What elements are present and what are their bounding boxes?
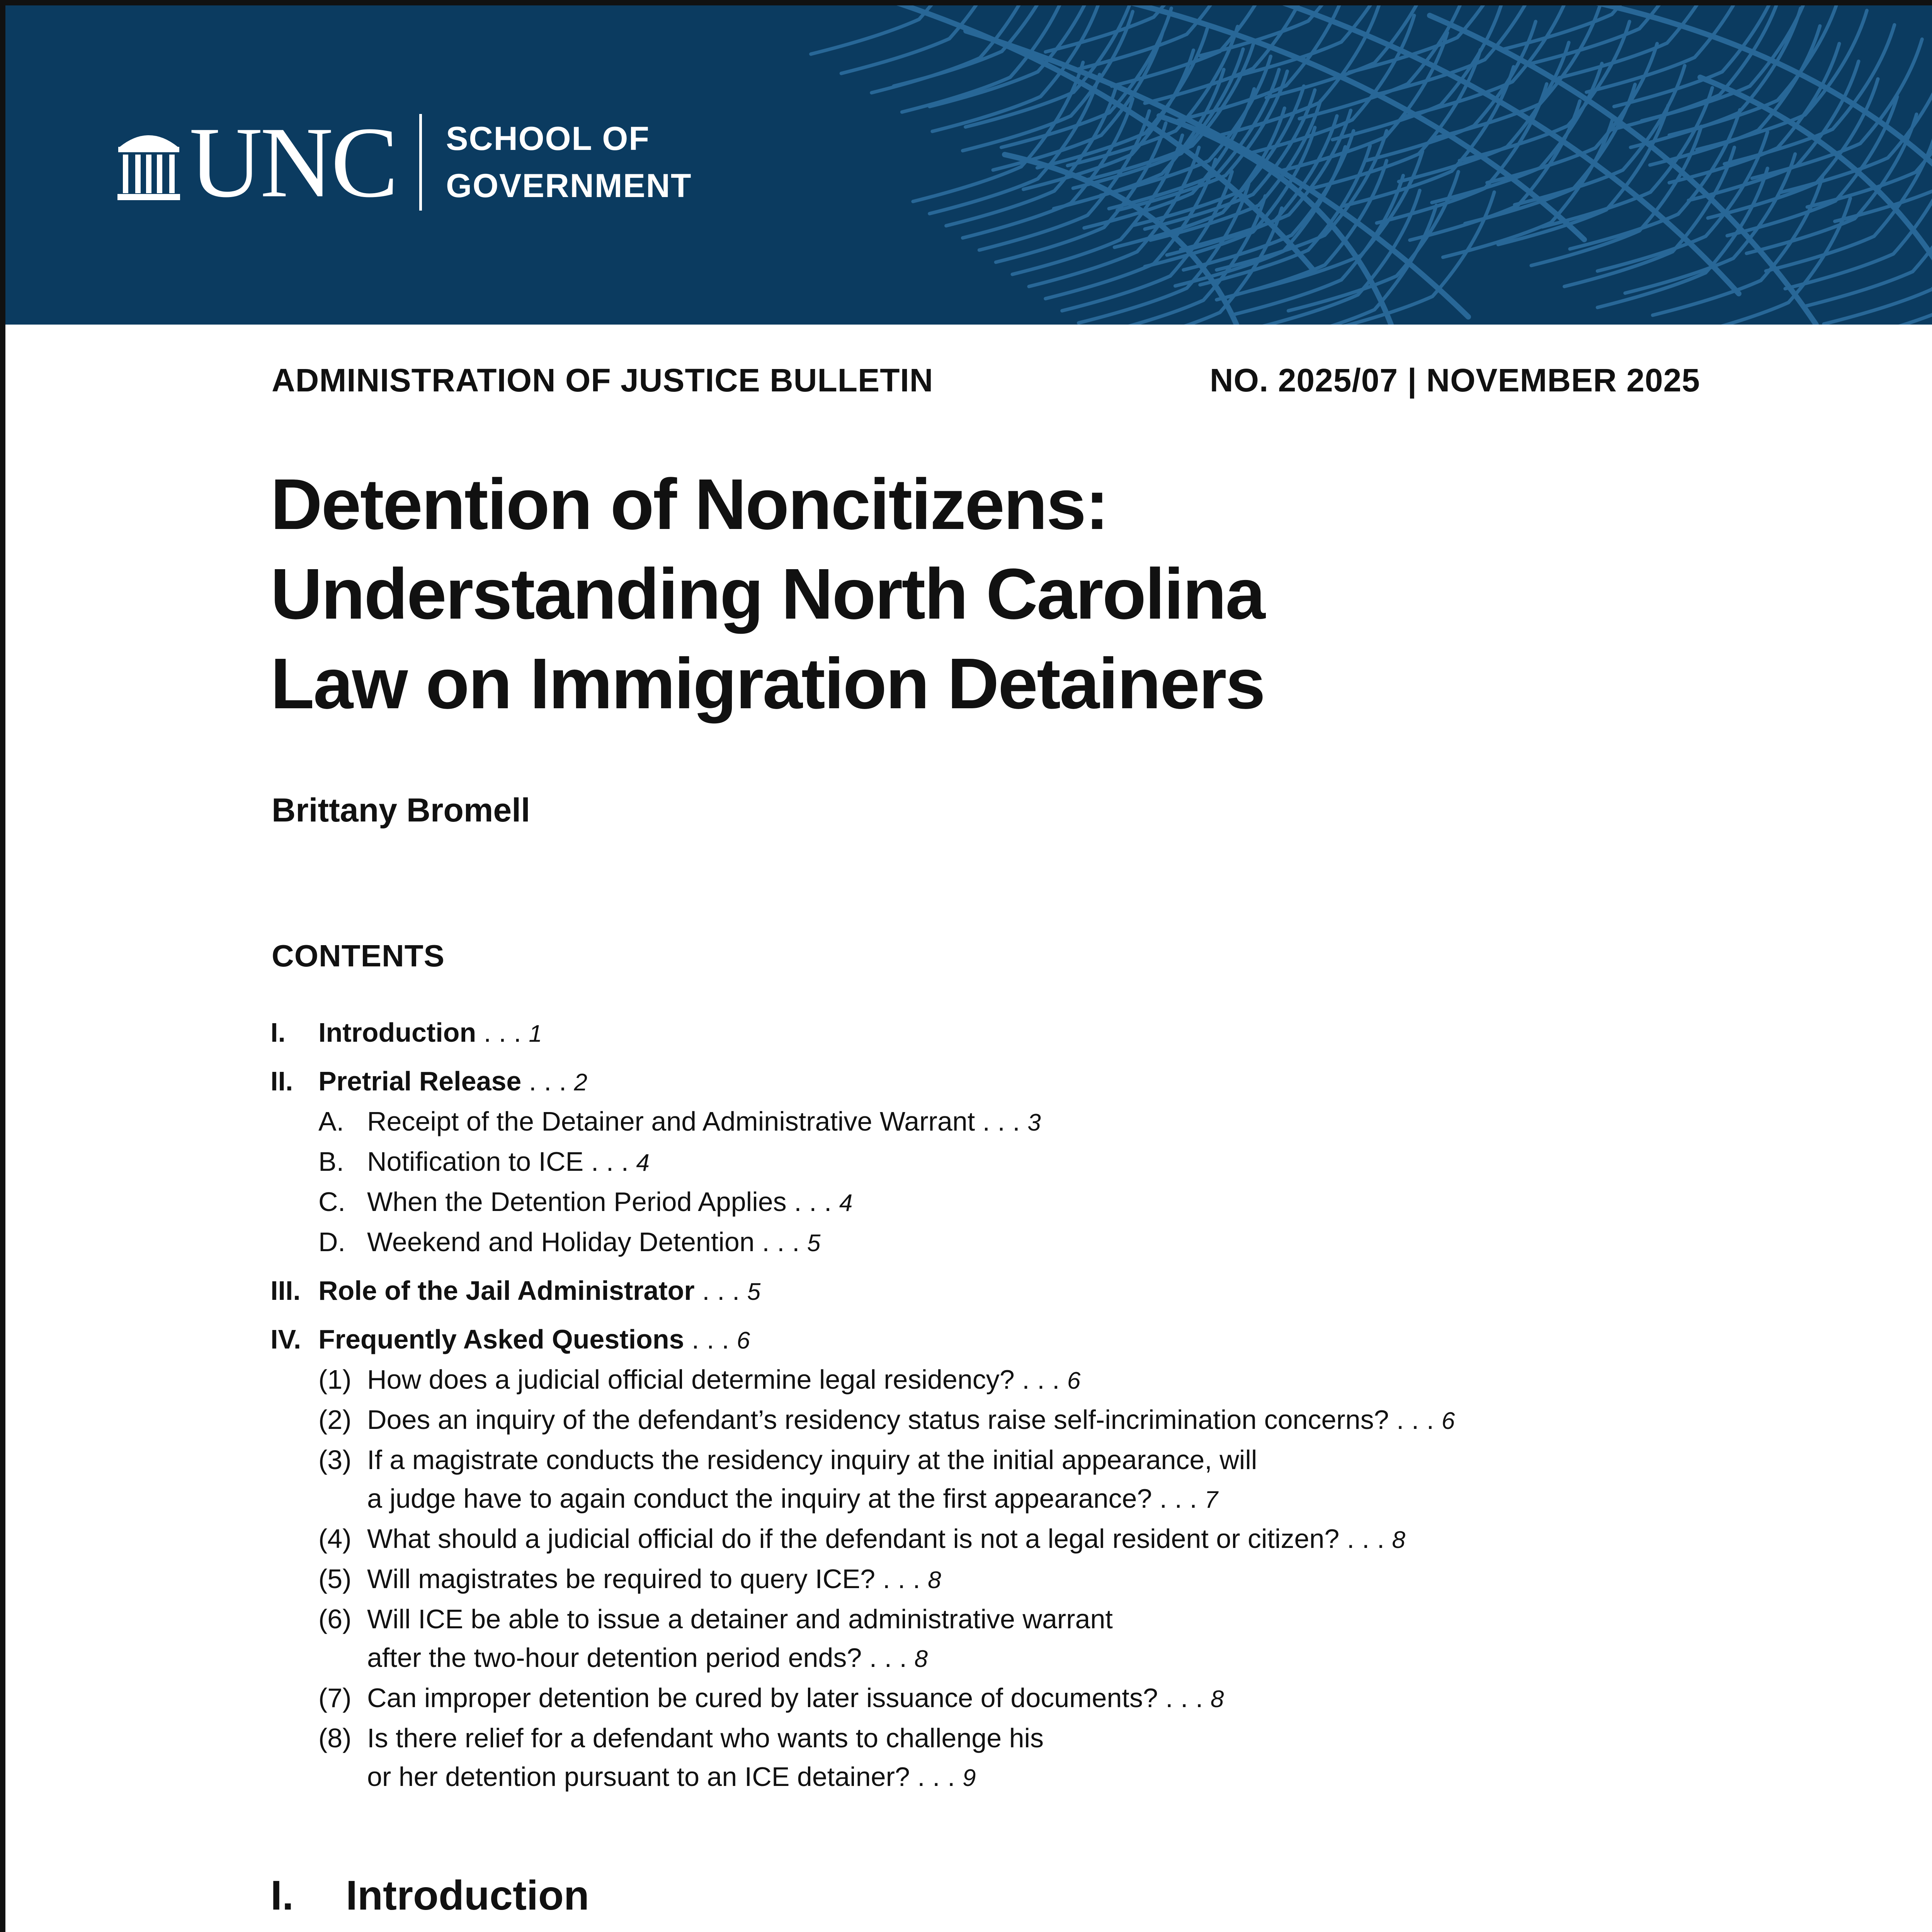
title-line: Understanding North Carolina (270, 554, 1264, 634)
toc-subentry[interactable] (270, 1182, 1739, 1223)
frond-leaf (979, 215, 1087, 250)
frond-leaf (1046, 264, 1154, 299)
toc-subentry-text: When the Detention Period Applies (367, 1187, 787, 1217)
toc-page-number: 8 (928, 1567, 941, 1594)
toc-section (270, 1062, 1739, 1263)
frond-leaf (963, 203, 1071, 238)
toc-page-number: 8 (914, 1646, 928, 1672)
toc-leader-dots: . . . (754, 1227, 807, 1257)
frond-leaf (1680, 303, 1789, 325)
toc-subentry-text: Will ICE be able to issue a detainer and administrative warrant (367, 1604, 1113, 1634)
logo-school-line-1: SCHOOL OF (446, 120, 650, 157)
document-title (270, 460, 1264, 729)
toc-subentry[interactable] (270, 1679, 1739, 1719)
toc-leader-dots: . . . (862, 1643, 915, 1673)
toc-subentry-marker: (3) (318, 1445, 352, 1475)
toc-title: Pretrial Release (318, 1066, 522, 1096)
frond-leaf (1012, 240, 1121, 274)
frond-leaf (1078, 288, 1187, 323)
toc-section (270, 1271, 1739, 1311)
toc-subentry-text: Does an inquiry of the defendant’s residency status raise self-incrimination concerns? (367, 1405, 1389, 1435)
section-numeral: I. (270, 1872, 294, 1918)
toc-page-number: 9 (962, 1765, 976, 1791)
toc-subentry-marker: (6) (318, 1604, 352, 1634)
bulletin-series: ADMINISTRATION OF JUSTICE BULLETIN (272, 362, 934, 398)
toc-subentry-text: Is there relief for a defendant who wants to challenge his (367, 1723, 1044, 1753)
frond-leaf (841, 39, 949, 73)
table-of-contents (270, 1005, 1739, 1798)
toc-entry[interactable] (270, 1013, 1739, 1053)
toc-subentry-marker: (5) (318, 1564, 352, 1594)
introduction-paragraph (279, 1930, 1709, 1932)
toc-leader-dots: . . . (1014, 1364, 1067, 1395)
toc-subentry-marker: (7) (318, 1683, 352, 1713)
toc-subentry-text: Notification to ICE (367, 1146, 584, 1177)
toc-subentry-continuation[interactable] (270, 1479, 1739, 1519)
toc-title: Introduction (318, 1017, 476, 1048)
toc-subentry-continuation[interactable] (270, 1638, 1739, 1679)
frond-leaf (1001, 112, 1109, 147)
frond-leaf (946, 191, 1054, 226)
frond-leaf (1250, 295, 1358, 325)
toc-leader-dots: . . . (1152, 1483, 1205, 1514)
toc-numeral: I. (270, 1017, 286, 1048)
toc-subentry[interactable] (270, 1142, 1739, 1182)
toc-section (270, 1013, 1739, 1053)
toc-subentry-marker: (4) (318, 1524, 352, 1554)
toc-subentry[interactable] (270, 1400, 1739, 1440)
author-name: Brittany Bromell (272, 792, 531, 829)
toc-title: Frequently Asked Questions (318, 1324, 684, 1354)
toc-subentry[interactable] (270, 1519, 1739, 1560)
toc-page-number: 1 (529, 1020, 542, 1047)
frond-leaf (1046, 17, 1154, 52)
toc-subentry-text: Weekend and Holiday Detention (367, 1227, 755, 1257)
header-banner (0, 0, 1932, 325)
frond-leaf (1727, 201, 1835, 236)
frond-leaf (1542, 192, 1650, 227)
toc-section (270, 1320, 1739, 1798)
toc-entry[interactable] (270, 1062, 1739, 1102)
toc-subentry-text: What should a judicial official do if the defendant is not a legal resident or citizen? (367, 1524, 1340, 1554)
toc-leader-dots: . . . (786, 1187, 839, 1217)
toc-page-number: 6 (736, 1327, 750, 1354)
toc-page-number: 8 (1392, 1527, 1405, 1553)
toc-leader-dots: . . . (476, 1017, 529, 1048)
toc-numeral: II. (270, 1066, 293, 1096)
toc-page-number: 4 (636, 1150, 650, 1176)
toc-page-number: 5 (747, 1279, 761, 1305)
frond-leaf (1145, 29, 1207, 133)
unc-logo[interactable] (116, 106, 692, 218)
toc-numeral: III. (270, 1276, 301, 1306)
toc-page-number: 2 (574, 1069, 587, 1096)
logo-divider (419, 114, 422, 211)
toc-subentry-continuation[interactable] (270, 1757, 1739, 1798)
toc-leader-dots: . . . (875, 1564, 928, 1594)
old-well-icon (116, 120, 182, 205)
section-heading-introduction (270, 1871, 589, 1919)
toc-page-number: 6 (1067, 1367, 1081, 1394)
toc-entry[interactable] (270, 1320, 1739, 1360)
toc-subentry-text: Receipt of the Detainer and Administrative Warrant (367, 1106, 975, 1136)
logo-school-line-2: GOVERNMENT (446, 167, 692, 204)
frond-leaf (872, 58, 980, 93)
frond-leaf (1074, 0, 1136, 92)
logo-school-name (446, 115, 692, 209)
frond-leaf (996, 228, 1104, 262)
toc-subentry[interactable] (270, 1600, 1739, 1638)
toc-subentry[interactable] (270, 1719, 1739, 1757)
toc-leader-dots: . . . (694, 1276, 747, 1306)
toc-subentry-text: or her detention pursuant to an ICE detainer? (367, 1762, 910, 1792)
section-title: Introduction (346, 1872, 589, 1918)
toc-subentry-marker: A. (318, 1106, 344, 1136)
frond-leaf (1029, 252, 1137, 286)
toc-page-number: 8 (1210, 1686, 1224, 1713)
paragraph-line (279, 1930, 1709, 1932)
toc-subentry[interactable] (270, 1560, 1739, 1600)
frond-leaf (1319, 0, 1381, 103)
toc-subentry[interactable] (270, 1360, 1739, 1400)
toc-leader-dots: . . . (975, 1106, 1028, 1136)
toc-leader-dots: . . . (684, 1324, 737, 1354)
frond-leaf (1041, 0, 1102, 97)
toc-subentry-marker: D. (318, 1227, 345, 1257)
toc-subentry-marker: C. (318, 1187, 345, 1217)
toc-subentry[interactable] (270, 1440, 1739, 1479)
title-line: Detention of Noncitizens: (270, 464, 1108, 544)
frond-leaf (913, 167, 1021, 201)
toc-numeral: IV. (270, 1324, 301, 1354)
toc-page-number: 4 (839, 1190, 853, 1216)
toc-subentry-text: Will magistrates be required to query ICE? (367, 1564, 875, 1594)
toc-leader-dots: . . . (1389, 1405, 1442, 1435)
frond-leaf (1597, 273, 1706, 308)
toc-page-number: 3 (1027, 1109, 1041, 1136)
toc-subentry-marker: B. (318, 1146, 344, 1177)
frond-leaf (1062, 276, 1170, 311)
toc-subentry-marker: (1) (318, 1364, 352, 1395)
frond-leaf (1824, 289, 1932, 324)
toc-leader-dots: . . . (521, 1066, 574, 1096)
toc-subentry-marker: (2) (318, 1405, 352, 1435)
frond-leaf (811, 19, 919, 54)
toc-leader-dots: . . . (910, 1762, 963, 1792)
bulletin-issue: NO. 2025/07 | NOVEMBER 2025 (1209, 362, 1700, 398)
toc-leader-dots: . . . (1339, 1524, 1392, 1554)
contents-heading: CONTENTS (272, 939, 445, 973)
logo-unc-text: UNC (189, 106, 396, 218)
toc-entry[interactable] (270, 1271, 1739, 1311)
toc-title: Role of the Jail Administrator (318, 1276, 695, 1306)
frond-leaf (1565, 252, 1673, 286)
toc-subentry-text: a judge have to again conduct the inquiry at the first appearance? (367, 1483, 1152, 1514)
frond-leaf (902, 77, 1010, 112)
toc-subentry-text: If a magistrate conducts the residency inquiry at the initial appearance, will (367, 1445, 1257, 1475)
frond-leaf (1804, 272, 1913, 306)
frond-leaf (930, 179, 1038, 214)
toc-subentry[interactable] (270, 1102, 1739, 1142)
toc-subentry-text: How does a judicial official determine legal residency? (367, 1364, 1015, 1395)
toc-subentry-marker: (8) (318, 1723, 352, 1753)
frond-leaf (1785, 254, 1893, 289)
toc-leader-dots: . . . (583, 1146, 636, 1177)
toc-page-number: 5 (807, 1230, 821, 1257)
toc-subentry-text: Can improper detention be cured by later issuance of documents? (367, 1683, 1158, 1713)
toc-subentry-text: after the two-hour detention period ends? (367, 1643, 862, 1673)
title-line: Law on Immigration Detainers (270, 644, 1265, 724)
toc-page-number: 7 (1204, 1486, 1218, 1513)
toc-subentry[interactable] (270, 1223, 1739, 1263)
toc-page-number: 6 (1441, 1408, 1455, 1434)
toc-leader-dots: . . . (1158, 1683, 1211, 1713)
